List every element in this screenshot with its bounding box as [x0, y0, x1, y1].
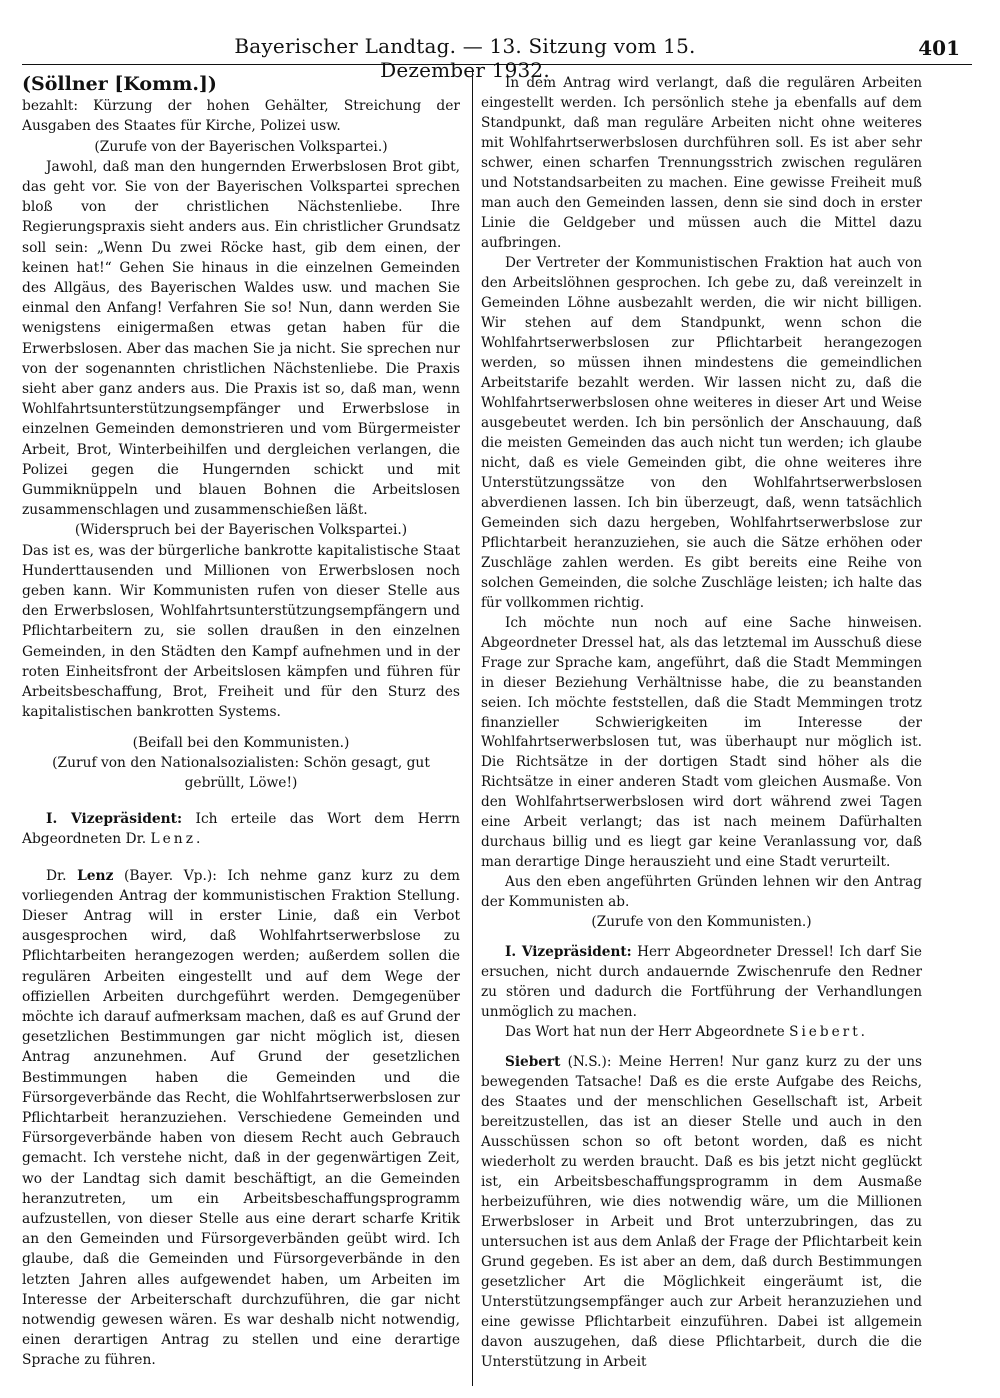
spacer	[481, 933, 922, 943]
speaker-party: (N.S.):	[567, 1054, 612, 1071]
header-rule	[22, 64, 972, 65]
column-divider	[472, 68, 473, 1386]
speaker-name: Lenz	[77, 867, 114, 884]
spacer	[22, 723, 460, 733]
interjection: (Widerspruch bei der Bayerischen Volkspartei.)	[74, 522, 408, 539]
interjection: (Beifall bei den Kommunisten.)	[132, 734, 350, 751]
speaker-label: I. Vizepräsident:	[505, 944, 632, 961]
vice-president-remark	[22, 809, 460, 849]
spacer	[481, 1043, 922, 1053]
paragraph: Jawohl, daß man den hungernden Erwerbslosen Brot gibt, das geht vor. Sie von der Bayerischen Volkspartei sprechen bloß von der christlichen Nächstenliebe. Ihre Regierungspraxis sieht anders aus. Ein christlicher Grundsatz soll sein: „Wenn Du zwei Röcke hast, gib dem einen, der keinen hat!“ Gehen Sie hinaus in die einzelnen Gemeinden des Allgäus, des Bayerischen Waldes usw. und machen Sie einmal den Anfang! Verfahren Sie so! Nun, dann werden Sie wenigstens einigermaßen etwas getan haben für die Erwerbslosen. Aber das machen Sie ja nicht. Sie sprechen nur von der sogenannten christlichen Nächstenliebe. Die Praxis sieht aber ganz anders aus. Die Praxis ist so, daß man, wenn Wohlfahrtsunterstützungsempfänger und Erwerbslose in einzelnen Gemeinden demonstrieren und vom Bürgermeister Arbeit, Brot, Winterbeihilfen und dergleichen verlangen, die Polizei gegen die Hungernden schickt und mit Gummiknüppeln und blauen Bohnen die Arbeitslosen zusammenschlagen und zusammenschießen läßt.	[22, 158, 460, 519]
speaker-name: Lenz.	[150, 831, 204, 848]
interjection: (Zuruf von den Nationalsozialisten: Schön gesagt, gut gebrüllt, Löwe!)	[52, 754, 430, 791]
paragraph: bezahlt: Kürzung der hohen Gehälter, Streichung der Ausgaben des Staates für Kirche, Polizei usw.	[22, 98, 460, 135]
spacer	[22, 850, 460, 866]
speech-text: Meine Herren! Nur ganz kurz zu der uns bewegenden Tatsache! Daß es die erste Aufgabe des Reichs, des Staates und der menschlichen Gesellschaft ist, Arbeit bereitzustellen, das ist an dieser Stelle und auch in den Ausschüssen schon so oft betont worden, daß es nicht wiederholt zu werden braucht. Daß es bis jetzt nicht geglückt ist, ein Arbeitsbeschaffungsprogramm in dem Ausmaße herbeizuführen, wie dies notwendig wäre, um die Millionen Erwerbsloser in Arbeit und Brot unterzubringen, das zu untersuchen ist aus dem Anlaß der Frage der Pflichtarbeit kein Grund gegeben. Es ist aber an dem, daß durch Bestimmungen gesetzlicher Art die Möglichkeit eingeräumt ist, die Unterstützungsempfänger auch zur Arbeit heranzuziehen und eine gewisse Pflichtarbeit einzuführen. Dabei ist allgemein davon auszugehen, daß diese Pflichtarbeit, durch die die Unterstützung in Arbeit	[481, 1054, 922, 1371]
paragraph: Das ist es, was der bürgerliche bankrotte kapitalistische Staat Hunderttausenden und Millionen von Erwerbslosen noch geben kann. Wir Kommunisten rufen von dieser Stelle aus den Erwerbslosen, Wohlfahrtsunterstützungsempfängern und Pflichtarbeitern zu, sie sollen draußen in den einzelnen Gemeinden, in den Städten den Kampf aufnehmen und in der roten Einheitsfront der Arbeitslosen kämpfen und führen für Arbeitsbeschaffung, Brot, Freiheit und für den Sturz des kapitalistischen bankrotten Systems.	[22, 542, 460, 721]
right-column	[481, 74, 922, 1373]
speech-text: Ich nehme ganz kurz zu dem vorliegenden Antrag der kommunistischen Fraktion Stellung. Dieser Antrag will in erster Linie, daß ein Verbot ausgesprochen wird, daß Wohlfahrtserwerbslose zu Pflichtarbeiten herangezogen werden; außerdem sollen die regulären Arbeiten eingestellt und auf dem Wege der offiziellen Arbeiten durchgeführt werden. Demgegenüber möchte ich darauf aufmerksam machen, daß es auf Grund der gesetzlichen Bestimmungen gar nicht möglich ist, diesen Antrag anzunehmen. Auf Grund der gesetzlichen Bestimmungen haben die Gemeinden und die Fürsorgeverbände das Recht, die Wohlfahrtserwerbslosen zur Pflichtarbeit heranzuziehen. Verschiedene Gemeinden und Fürsorgeverbände haben von diesem Recht auch Gebrauch gemacht. Ich verstehe nicht, daß in der gegenwärtigen Zeit, wo der Landtag sich damit beschäftigt, an die Gemeinden heranzutreten, um ein Arbeitsbeschaffungsprogramm aufzustellen, von dieser Stelle aus eine derart scharfe Kritik an den Gemeinden und Fürsorgeverbänden geübt wird. Ich glaube, daß die Gemeinden und Fürsorgeverbände in den letzten Jahren alles aufgewendet haben, um Arbeiten im Interesse der Arbeiterschaft durchzuführen, die gar nicht notwendig gewesen wären. Es war deshalb nicht notwendig, einen derartigen Antrag zu stellen und eine derartige Sprache zu führen.	[22, 867, 460, 1369]
speaker-name: Siebert.	[789, 1024, 869, 1041]
page-header	[0, 30, 1000, 82]
speaker-label: I. Vizepräsident:	[46, 811, 183, 828]
interjection: (Zurufe von der Bayerischen Volkspartei.)	[94, 138, 388, 155]
paragraph: Ich möchte nun noch auf eine Sache hinweisen. Abgeordneter Dressel hat, als das letztemal im Ausschuß diese Frage zur Sprache kam, angeführt, daß die Stadt Memmingen in dieser Beziehung Verhältnisse habe, die zu beanstanden seien. Ich möchte feststellen, daß die Stadt Memmingen trotz finanzieller Schwierigkeiten im Interesse der Wohlfahrtserwerbslosen tut, was überhaupt nur möglich ist. Die Richtsätze in der dortigen Stadt sind höher als die Richtsätze in einer anderen Stadt vom gleichen Ausmaße. Von den Wohlfahrtserwerbslosen wird dort während zwei Tagen eine Arbeit verlangt; das ist nach meinem Dafürhalten durchaus billig und es liegt gar keine Veranlassung vor, daß man derartige Dinge herauszieht und eine Stadt verurteilt.	[481, 614, 922, 871]
paragraph: Aus den eben angeführten Gründen lehnen wir den Antrag der Kommunisten ab.	[481, 874, 922, 911]
page-number: 401	[918, 36, 960, 60]
speech-siebert	[481, 1053, 922, 1373]
remark-text: Das Wort hat nun der Herr Abgeordnete	[505, 1024, 785, 1041]
title-prefix: Dr.	[46, 867, 67, 884]
speaker-party: (Bayer. Vp.):	[123, 867, 217, 884]
running-head: Bayerischer Landtag. — 13. Sitzung vom 15. Dezember 1932.	[234, 34, 696, 82]
remark-text: Ich erteile das Wort dem Herrn Abgeordneten Dr.	[22, 811, 460, 848]
remark-text: Herr Abgeordneter Dressel! Ich darf Sie ersuchen, nicht durch andauernde Zwischenrufe den Redner zu stören und dadurch die Fortführung der Verhandlungen unmöglich zu machen.	[481, 944, 922, 1021]
speaker-name: Siebert	[505, 1054, 561, 1071]
left-column	[22, 74, 460, 1371]
paragraph: Der Vertreter der Kommunistischen Fraktion hat auch von den Arbeitslöhnen gesprochen. Ich gebe zu, daß vereinzelt in Gemeinden Löhne ausbezahlt werden, die wir nicht billigen. Wir stehen auf dem Standpunkt, wenn schon die Wohlfahrtserwerbslosen zur Pflichtarbeit herangezogen werden, so müssen ihnen mindestens die gemeindlichen Arbeitstarife bezahlt werden. Wir lassen nicht zu, daß die Wohlfahrtserwerbslosen ohne weiteres in dieser Art und Weise ausgebeutet werden. Ich bin persönlich der Anschauung, daß die meisten Gemeinden das auch nicht tun werden; ich glaube nicht, daß es viele Gemeinden gibt, die ohne weiteres ihre Unterstützungssätze von den Wohlfahrtserwerbslosen abverdienen lassen. Ich bin überzeugt, daß, wenn tatsächlich Gemeinden sich dazu hergeben, Wohlfahrtserwerbslose zur Pflichtarbeit heranzuziehen, sie auch die Sätze erhöhen oder Zuschläge zahlen werden. Es gibt bereits eine Reihe von solchen Gemeinden, die solche Zuschläge leisten; ich halte das für vollkommen richtig.	[481, 254, 922, 611]
vice-president-remark-2	[481, 1023, 922, 1043]
interjection: (Zurufe von den Kommunisten.)	[591, 914, 812, 931]
paragraph: In dem Antrag wird verlangt, daß die regulären Arbeiten eingestellt werden. Ich persönlich stehe ja ebenfalls auf dem Standpunkt, daß man reguläre Arbeiten nicht ohne weiteres mit Wohlfahrtserwerbslosen durchführen soll. Es ist aber sehr schwer, einen scharfen Trennungsstrich zwischen regulären und Notstandsarbeiten zu machen. Eine gewisse Freiheit muß man auch den Gemeinden lassen, denn sie sind doch in erster Linie die Geldgeber und müssen auch die Mittel dazu aufbringen.	[481, 75, 922, 251]
speaker-tag: (Söllner [Komm.])	[22, 73, 217, 95]
vice-president-remark	[481, 943, 922, 1023]
spacer	[22, 793, 460, 809]
speech-lenz	[22, 866, 460, 1371]
